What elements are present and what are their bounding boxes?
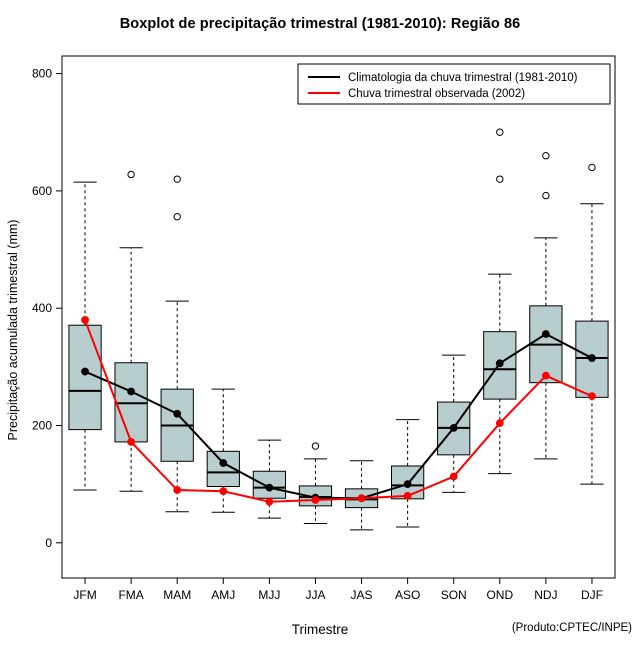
series-point	[496, 360, 503, 367]
series-point	[174, 410, 181, 417]
chart-title: Boxplot de precipitação trimestral (1981-2010): Região 86	[119, 16, 521, 32]
outlier-point	[174, 214, 180, 220]
x-axis-tick-label: MJJ	[258, 588, 281, 602]
x-axis-tick-label: JAS	[350, 588, 373, 602]
legend-label-0: Climatologia da chuva trimestral (1981-2010)	[348, 72, 578, 84]
legend-label-1: Chuva trimestral observada (2002)	[348, 88, 526, 100]
outlier-point	[312, 443, 318, 449]
x-axis-tick-label: JFM	[73, 588, 97, 602]
y-axis-label-text: Precipitação acumulada trimestral (mm)	[6, 219, 20, 441]
outlier-point	[128, 171, 134, 177]
series-point	[589, 355, 596, 362]
outlier-point	[543, 192, 549, 198]
x-axis-tick-label: NDJ	[534, 588, 558, 602]
y-axis-tick-label: 0	[45, 535, 52, 550]
chart-credit: (Produto:CPTEC/INPE)	[511, 622, 632, 634]
series-point	[220, 488, 227, 495]
series-point	[266, 498, 273, 505]
boxplot-MAM	[161, 176, 193, 512]
boxplot-JJA	[299, 443, 331, 524]
y-axis-tick-label: 200	[31, 418, 52, 433]
y-axis-tick-label: 600	[31, 183, 52, 198]
series-point	[404, 492, 411, 499]
outlier-point	[174, 176, 180, 182]
series-point	[542, 331, 549, 338]
x-axis-label: Trimestre	[291, 622, 349, 637]
x-axis-tick-label: AMJ	[211, 588, 236, 602]
series-point	[266, 484, 273, 491]
outlier-point	[589, 164, 595, 170]
series-point	[82, 317, 89, 324]
series-point	[542, 372, 549, 379]
boxplot-MJJ	[253, 440, 285, 518]
boxplot-DJF	[576, 164, 608, 484]
outlier-point	[497, 129, 503, 135]
x-axis-tick-label: OND	[486, 588, 514, 602]
series-point	[450, 424, 457, 431]
boxplot-ASO	[391, 420, 423, 527]
outlier-point	[543, 153, 549, 159]
series-point	[496, 420, 503, 427]
series-point	[312, 497, 319, 504]
series-point	[358, 495, 365, 502]
x-axis-tick-label: DJF	[580, 588, 603, 602]
series-point	[128, 388, 135, 395]
series-point	[82, 368, 89, 375]
x-axis-tick-label: JJA	[305, 588, 326, 602]
outlier-point	[497, 176, 503, 182]
series-point	[404, 481, 411, 488]
x-axis-tick-label: FMA	[118, 588, 144, 602]
series-point	[589, 393, 596, 400]
boxplot-NDJ	[530, 153, 562, 459]
y-axis-tick-label: 400	[31, 301, 52, 316]
boxplot-SON	[438, 355, 470, 492]
series-point	[450, 473, 457, 480]
y-axis-tick-label: 800	[31, 66, 52, 81]
x-axis-tick-label: MAM	[163, 588, 192, 602]
boxplot-JFM	[69, 182, 101, 490]
x-axis-tick-label: SON	[440, 588, 467, 602]
series-point	[220, 460, 227, 467]
series-point	[128, 439, 135, 446]
series-point	[174, 487, 181, 494]
x-axis-tick-label: ASO	[394, 588, 421, 602]
